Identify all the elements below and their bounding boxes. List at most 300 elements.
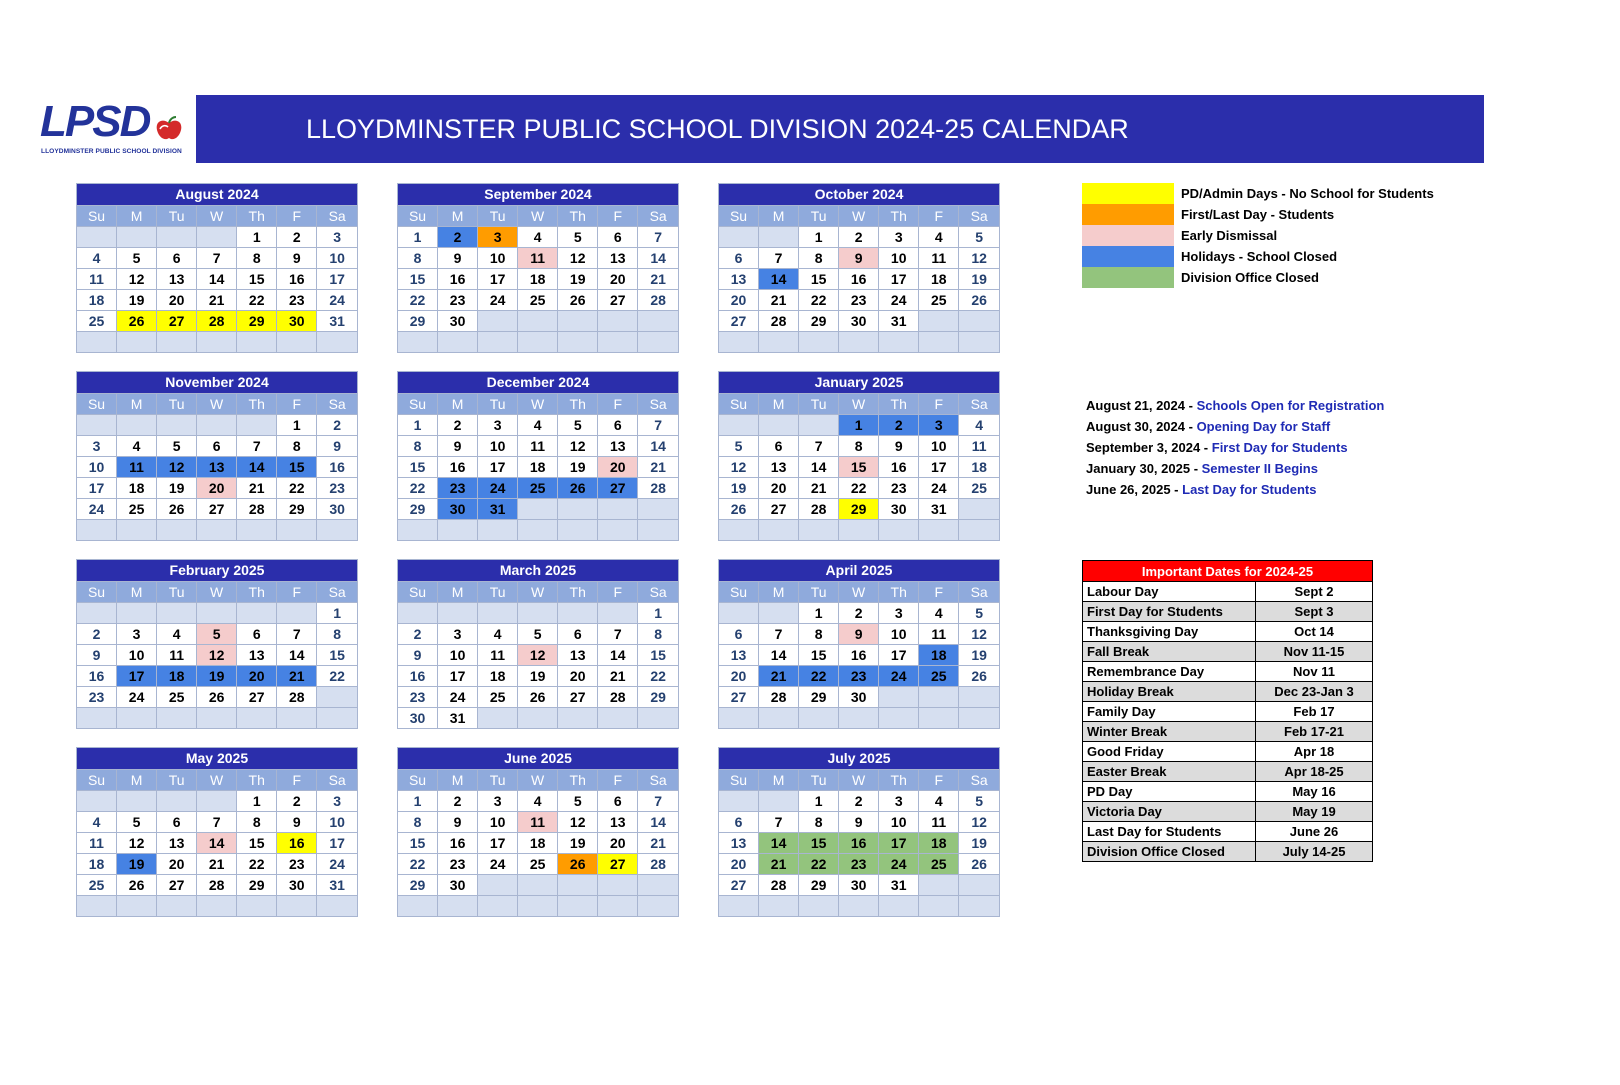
- weekday-header: M: [759, 582, 799, 603]
- month-title: June 2025: [398, 748, 679, 770]
- calendar-day-empty: [518, 875, 558, 896]
- table-row: [1083, 582, 1373, 602]
- weekday-header: Sa: [959, 582, 1000, 603]
- calendar-day-empty: [157, 896, 197, 917]
- calendar-day-empty: [237, 603, 277, 624]
- calendar-day-empty: [197, 520, 237, 541]
- important-date-event: Remembrance Day: [1083, 662, 1256, 682]
- calendar-day-empty: [959, 875, 1000, 896]
- calendar-day: 7: [799, 436, 839, 457]
- important-date-value: Feb 17-21: [1256, 722, 1373, 742]
- calendar-day-empty: [77, 415, 117, 436]
- calendar-day: 10: [478, 248, 518, 269]
- calendar-day: 4: [77, 248, 117, 269]
- calendar-day: 1: [237, 791, 277, 812]
- calendar-day-empty: [117, 332, 157, 353]
- month-calendar: [76, 747, 358, 917]
- calendar-day: 19: [197, 666, 237, 687]
- calendar-day-empty: [77, 791, 117, 812]
- calendar-day: 8: [638, 624, 679, 645]
- calendar-day-empty: [478, 708, 518, 729]
- calendar-day: 11: [117, 457, 157, 478]
- calendar-day: 18: [518, 269, 558, 290]
- calendar-day: 25: [959, 478, 1000, 499]
- calendar-day: 8: [237, 248, 277, 269]
- calendar-day: 6: [157, 812, 197, 833]
- weekday-header: M: [759, 206, 799, 227]
- legend-label: Division Office Closed: [1181, 270, 1319, 285]
- calendar-day: 17: [317, 833, 358, 854]
- weekday-header: Tu: [478, 206, 518, 227]
- calendar-day: 1: [799, 603, 839, 624]
- legend-swatch: [1082, 225, 1174, 246]
- weekday-header: Th: [879, 206, 919, 227]
- calendar-day: 16: [839, 645, 879, 666]
- calendar-day-empty: [197, 708, 237, 729]
- calendar-day: 8: [398, 248, 438, 269]
- calendar-day: 2: [839, 227, 879, 248]
- legend-swatch: [1082, 246, 1174, 267]
- weekday-header: F: [598, 206, 638, 227]
- calendar-day-empty: [277, 896, 317, 917]
- calendar-day-empty: [558, 708, 598, 729]
- calendar-day-empty: [598, 520, 638, 541]
- calendar-day-empty: [157, 332, 197, 353]
- calendar-day: 20: [237, 666, 277, 687]
- calendar-day: 26: [719, 499, 759, 520]
- calendar-day-empty: [719, 896, 759, 917]
- calendar-day: 4: [518, 791, 558, 812]
- important-date-event: First Day for Students: [1083, 602, 1256, 622]
- calendar-day: 25: [919, 290, 959, 311]
- weekday-header: Su: [398, 394, 438, 415]
- weekday-header: F: [919, 206, 959, 227]
- key-date-item: [1086, 416, 1384, 437]
- calendar-day: 17: [879, 645, 919, 666]
- weekday-header: Su: [398, 582, 438, 603]
- calendar-day: 23: [438, 290, 478, 311]
- calendar-day: 25: [919, 666, 959, 687]
- calendar-day: 30: [438, 875, 478, 896]
- important-date-event: Family Day: [1083, 702, 1256, 722]
- calendar-day: 2: [438, 791, 478, 812]
- calendar-day: 20: [759, 478, 799, 499]
- calendar-day: 31: [919, 499, 959, 520]
- month-title: September 2024: [398, 184, 679, 206]
- important-date-event: Division Office Closed: [1083, 842, 1256, 862]
- calendar-day: 21: [638, 833, 679, 854]
- calendar-day: 5: [157, 436, 197, 457]
- month-title: January 2025: [719, 372, 1000, 394]
- calendar-day: 23: [317, 478, 358, 499]
- calendar-day-empty: [799, 520, 839, 541]
- calendar-day: 2: [839, 791, 879, 812]
- calendar-day: 12: [558, 248, 598, 269]
- lpsd-logo: [40, 98, 190, 162]
- calendar-day: 26: [558, 854, 598, 875]
- calendar-day: 4: [919, 603, 959, 624]
- calendar-day: 24: [879, 666, 919, 687]
- month-title: December 2024: [398, 372, 679, 394]
- calendar-day-empty: [478, 332, 518, 353]
- calendar-day-empty: [277, 603, 317, 624]
- calendar-day: 4: [919, 791, 959, 812]
- calendar-day: 17: [117, 666, 157, 687]
- calendar-day: 6: [558, 624, 598, 645]
- weekday-header: Tu: [157, 206, 197, 227]
- calendar-day: 16: [438, 269, 478, 290]
- calendar-day: 27: [237, 687, 277, 708]
- calendar-day: 29: [799, 311, 839, 332]
- calendar-day: 10: [317, 812, 358, 833]
- calendar-day: 25: [77, 311, 117, 332]
- weekday-header: Th: [879, 582, 919, 603]
- calendar-day-empty: [919, 708, 959, 729]
- calendar-day-empty: [759, 415, 799, 436]
- calendar-day: 29: [237, 311, 277, 332]
- calendar-day: 21: [598, 666, 638, 687]
- calendar-day: 30: [317, 499, 358, 520]
- calendar-day: 13: [197, 457, 237, 478]
- month-calendar: [76, 371, 358, 541]
- calendar-day: 6: [237, 624, 277, 645]
- calendar-day-empty: [919, 311, 959, 332]
- calendar-day: 12: [157, 457, 197, 478]
- calendar-day: 29: [237, 875, 277, 896]
- weekday-header: Th: [558, 394, 598, 415]
- weekday-header: Su: [719, 770, 759, 791]
- calendar-day: 18: [117, 478, 157, 499]
- key-date-item: [1086, 437, 1384, 458]
- calendar-day: 12: [518, 645, 558, 666]
- calendar-day-empty: [117, 415, 157, 436]
- calendar-day-empty: [77, 603, 117, 624]
- calendar-day: 31: [317, 311, 358, 332]
- logo-subtitle: LLOYDMINSTER PUBLIC SCHOOL DIVISION: [41, 148, 182, 155]
- calendar-day: 4: [919, 227, 959, 248]
- calendar-day: 7: [197, 248, 237, 269]
- calendar-day-empty: [197, 332, 237, 353]
- calendar-day: 18: [478, 666, 518, 687]
- weekday-header: Sa: [638, 582, 679, 603]
- key-date-separator: -: [1190, 461, 1202, 476]
- calendar-day: 27: [719, 311, 759, 332]
- calendar-day: 9: [438, 248, 478, 269]
- calendar-day: 22: [638, 666, 679, 687]
- calendar-day-empty: [759, 332, 799, 353]
- legend-swatch: [1082, 204, 1174, 225]
- calendar-day: 24: [317, 854, 358, 875]
- calendar-day-empty: [879, 332, 919, 353]
- calendar-day: 15: [398, 833, 438, 854]
- calendar-day: 18: [518, 457, 558, 478]
- weekday-header: Sa: [317, 770, 358, 791]
- weekday-header: Sa: [959, 206, 1000, 227]
- calendar-day: 19: [719, 478, 759, 499]
- calendar-day: 27: [719, 875, 759, 896]
- calendar-day-empty: [959, 520, 1000, 541]
- calendar-day-empty: [799, 708, 839, 729]
- weekday-header: W: [839, 206, 879, 227]
- calendar-day-empty: [879, 708, 919, 729]
- calendar-day-empty: [959, 708, 1000, 729]
- calendar-day: 20: [719, 854, 759, 875]
- calendar-day-empty: [237, 896, 277, 917]
- calendar-day-empty: [759, 603, 799, 624]
- weekday-header: Th: [558, 206, 598, 227]
- key-date-separator: -: [1185, 398, 1197, 413]
- calendar-day: 2: [879, 415, 919, 436]
- weekday-header: Tu: [157, 770, 197, 791]
- important-date-value: Nov 11: [1256, 662, 1373, 682]
- calendar-day-empty: [237, 708, 277, 729]
- important-date-event: PD Day: [1083, 782, 1256, 802]
- important-dates-title: Important Dates for 2024-25: [1083, 561, 1373, 582]
- table-row: [1083, 602, 1373, 622]
- calendar-day-empty: [719, 520, 759, 541]
- month-calendar: [397, 747, 679, 917]
- key-date-event: Schools Open for Registration: [1196, 398, 1385, 413]
- calendar-day: 25: [518, 478, 558, 499]
- calendar-day: 22: [398, 478, 438, 499]
- calendar-day: 15: [398, 457, 438, 478]
- key-date-item: [1086, 458, 1384, 479]
- calendar-day-empty: [478, 875, 518, 896]
- calendar-day-empty: [518, 708, 558, 729]
- weekday-header: F: [598, 770, 638, 791]
- calendar-day: 25: [919, 854, 959, 875]
- calendar-day-empty: [719, 415, 759, 436]
- calendar-day-empty: [518, 520, 558, 541]
- weekday-header: M: [438, 206, 478, 227]
- calendar-day: 13: [157, 833, 197, 854]
- calendar-day: 23: [839, 854, 879, 875]
- weekday-header: W: [518, 582, 558, 603]
- calendar-day-empty: [518, 311, 558, 332]
- calendar-day: 20: [598, 457, 638, 478]
- weekday-header: W: [839, 394, 879, 415]
- key-date-event: Semester II Begins: [1201, 461, 1318, 476]
- calendar-day: 18: [919, 833, 959, 854]
- calendar-day: 22: [799, 666, 839, 687]
- calendar-day: 17: [317, 269, 358, 290]
- month-title: October 2024: [719, 184, 1000, 206]
- calendar-day: 14: [638, 436, 679, 457]
- calendar-day: 25: [157, 687, 197, 708]
- calendar-day: 9: [438, 436, 478, 457]
- calendar-day: 3: [879, 791, 919, 812]
- calendar-day: 11: [518, 812, 558, 833]
- important-date-event: Holiday Break: [1083, 682, 1256, 702]
- calendar-day: 8: [799, 812, 839, 833]
- calendar-day: 27: [558, 687, 598, 708]
- calendar-day-empty: [157, 227, 197, 248]
- calendar-day: 15: [237, 833, 277, 854]
- calendar-day: 16: [839, 833, 879, 854]
- calendar-day: 7: [638, 415, 679, 436]
- calendar-day-empty: [317, 687, 358, 708]
- calendar-day-empty: [799, 415, 839, 436]
- calendar-day: 16: [317, 457, 358, 478]
- weekday-header: M: [759, 770, 799, 791]
- month-calendar: [718, 747, 1000, 917]
- weekday-header: Tu: [157, 582, 197, 603]
- month-title: August 2024: [77, 184, 358, 206]
- calendar-day: 9: [839, 624, 879, 645]
- calendar-day: 14: [638, 248, 679, 269]
- calendar-day-empty: [638, 708, 679, 729]
- calendar-day: 11: [959, 436, 1000, 457]
- weekday-header: Tu: [799, 770, 839, 791]
- calendar-day: 4: [117, 436, 157, 457]
- calendar-day-empty: [879, 520, 919, 541]
- calendar-day: 22: [839, 478, 879, 499]
- calendar-day: 19: [117, 290, 157, 311]
- calendar-day: 21: [638, 269, 679, 290]
- calendar-day: 10: [919, 436, 959, 457]
- calendar-day: 7: [237, 436, 277, 457]
- calendar-day-empty: [438, 896, 478, 917]
- weekday-header: W: [197, 582, 237, 603]
- key-date-separator: -: [1170, 482, 1183, 497]
- calendar-day-empty: [438, 332, 478, 353]
- weekday-header: M: [438, 394, 478, 415]
- calendar-day-empty: [77, 227, 117, 248]
- calendar-day: 26: [959, 666, 1000, 687]
- calendar-day: 13: [157, 269, 197, 290]
- calendar-day: 16: [277, 269, 317, 290]
- calendar-day: 20: [598, 833, 638, 854]
- calendar-day: 18: [157, 666, 197, 687]
- calendar-day: 29: [799, 875, 839, 896]
- calendar-day: 1: [237, 227, 277, 248]
- calendar-day: 13: [719, 833, 759, 854]
- calendar-day-empty: [839, 896, 879, 917]
- calendar-day: 1: [398, 415, 438, 436]
- weekday-header: M: [117, 394, 157, 415]
- calendar-day: 8: [799, 624, 839, 645]
- calendar-day: 26: [197, 687, 237, 708]
- calendar-day: 6: [759, 436, 799, 457]
- weekday-header: Tu: [157, 394, 197, 415]
- calendar-day-empty: [638, 875, 679, 896]
- calendar-day: 23: [839, 666, 879, 687]
- important-date-event: Victoria Day: [1083, 802, 1256, 822]
- important-dates-table: [1082, 560, 1373, 862]
- important-date-value: Apr 18: [1256, 742, 1373, 762]
- weekday-header: Th: [237, 206, 277, 227]
- calendar-day-empty: [919, 520, 959, 541]
- weekday-header: Th: [237, 394, 277, 415]
- calendar-day-empty: [438, 603, 478, 624]
- calendar-day: 10: [438, 645, 478, 666]
- table-row: [1083, 742, 1373, 762]
- calendar-day: 6: [719, 248, 759, 269]
- calendar-day-empty: [598, 499, 638, 520]
- calendar-day: 23: [77, 687, 117, 708]
- calendar-day: 21: [237, 478, 277, 499]
- weekday-header: Su: [719, 394, 759, 415]
- calendar-day: 14: [799, 457, 839, 478]
- weekday-header: W: [839, 770, 879, 791]
- calendar-day-empty: [638, 311, 679, 332]
- calendar-day: 31: [879, 311, 919, 332]
- calendar-day: 1: [799, 227, 839, 248]
- month-title: April 2025: [719, 560, 1000, 582]
- calendar-day: 26: [558, 478, 598, 499]
- weekday-header: Su: [77, 582, 117, 603]
- calendar-day: 28: [759, 687, 799, 708]
- weekday-header: M: [438, 582, 478, 603]
- weekday-header: Th: [237, 582, 277, 603]
- key-date: August 21, 2024: [1086, 398, 1185, 413]
- calendar-day: 2: [438, 227, 478, 248]
- calendar-day-empty: [317, 520, 358, 541]
- calendar-day: 19: [558, 833, 598, 854]
- important-date-event: Winter Break: [1083, 722, 1256, 742]
- calendar-day-empty: [959, 332, 1000, 353]
- apple-icon: [154, 116, 184, 142]
- calendar-day: 16: [77, 666, 117, 687]
- calendar-day: 15: [839, 457, 879, 478]
- calendar-day: 22: [237, 854, 277, 875]
- calendar-day-empty: [558, 896, 598, 917]
- calendar-day: 11: [157, 645, 197, 666]
- weekday-header: Sa: [317, 582, 358, 603]
- calendar-day: 11: [77, 269, 117, 290]
- calendar-day: 31: [879, 875, 919, 896]
- calendar-day: 6: [719, 812, 759, 833]
- calendar-day: 29: [638, 687, 679, 708]
- important-date-value: May 19: [1256, 802, 1373, 822]
- calendar-day: 25: [117, 499, 157, 520]
- calendar-day: 23: [438, 478, 478, 499]
- calendar-day: 30: [839, 311, 879, 332]
- calendar-day: 10: [478, 436, 518, 457]
- calendar-day: 6: [719, 624, 759, 645]
- calendar-day: 23: [277, 290, 317, 311]
- weekday-header: F: [277, 206, 317, 227]
- calendar-day-empty: [839, 332, 879, 353]
- calendar-day: 29: [277, 499, 317, 520]
- calendar-day: 22: [799, 854, 839, 875]
- important-date-value: Nov 11-15: [1256, 642, 1373, 662]
- month-title: November 2024: [77, 372, 358, 394]
- calendar-day-empty: [558, 875, 598, 896]
- calendar-day: 8: [799, 248, 839, 269]
- calendar-day-empty: [719, 332, 759, 353]
- month-calendar: [718, 559, 1000, 729]
- calendar-day: 12: [558, 812, 598, 833]
- calendar-day: 17: [77, 478, 117, 499]
- calendar-day: 4: [959, 415, 1000, 436]
- weekday-header: Th: [558, 582, 598, 603]
- weekday-header: F: [277, 582, 317, 603]
- calendar-day-empty: [157, 415, 197, 436]
- calendar-day-empty: [638, 332, 679, 353]
- calendar-day: 16: [438, 457, 478, 478]
- important-date-event: Labour Day: [1083, 582, 1256, 602]
- calendar-day: 25: [77, 875, 117, 896]
- weekday-header: F: [919, 394, 959, 415]
- weekday-header: Tu: [478, 770, 518, 791]
- calendar-day: 2: [839, 603, 879, 624]
- month-calendar: [397, 559, 679, 729]
- calendar-day: 11: [518, 436, 558, 457]
- key-date: September 3, 2024: [1086, 440, 1201, 455]
- calendar-day: 23: [277, 854, 317, 875]
- weekday-header: M: [117, 206, 157, 227]
